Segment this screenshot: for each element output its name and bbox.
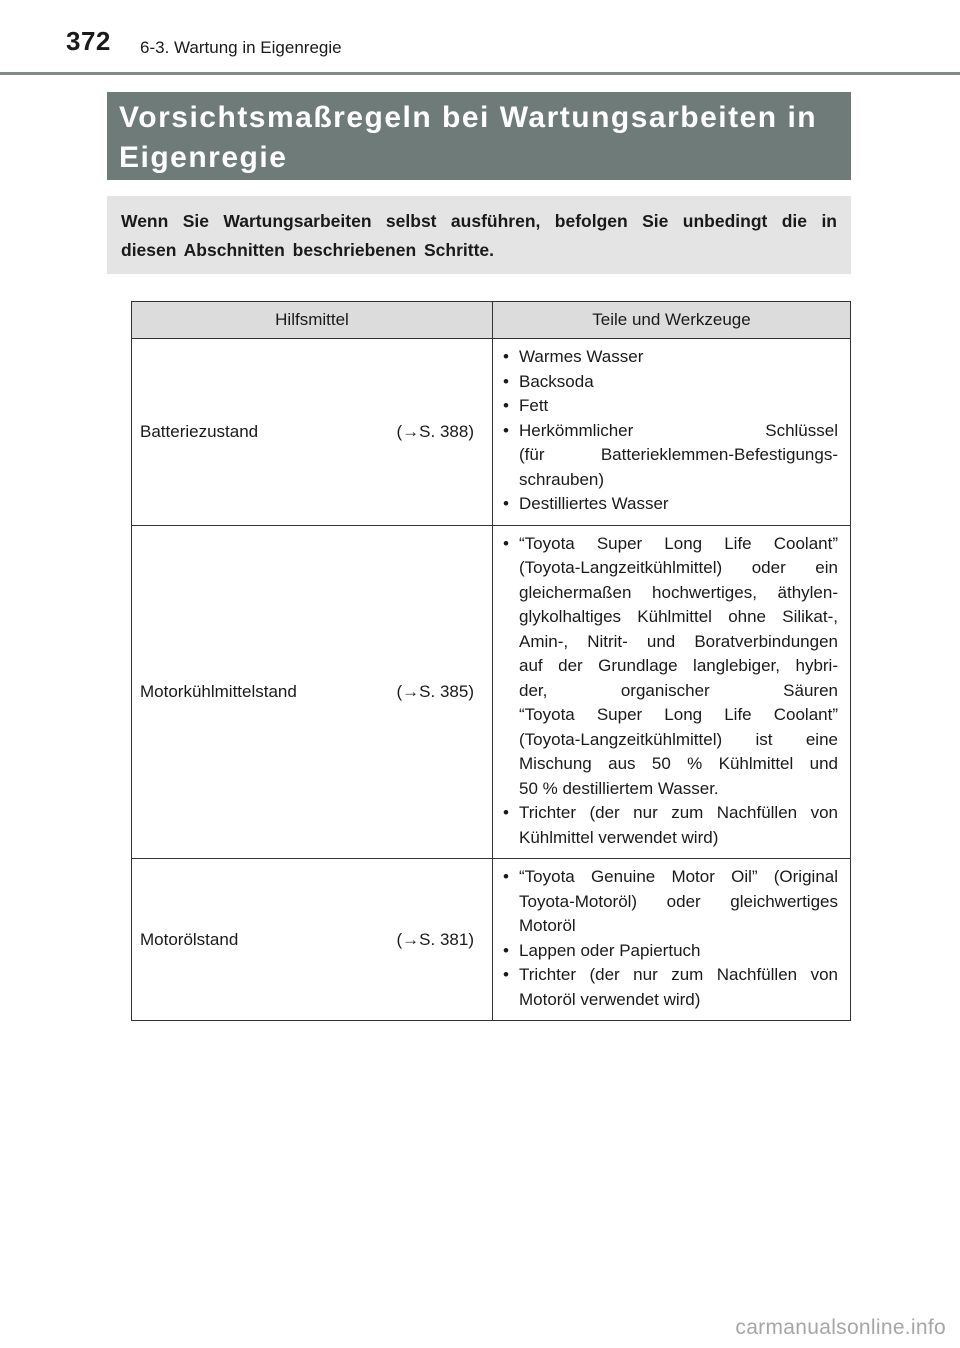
parts-cell xyxy=(493,339,851,526)
page-reference: (→S. 385) xyxy=(396,681,474,701)
part-text-line: Kühlmittel verwendet wird) xyxy=(519,827,719,847)
part-text-line: • Backsoda xyxy=(519,371,594,391)
aid-name: Batteriezustand xyxy=(140,421,259,441)
list-item xyxy=(503,865,838,939)
aid-name: Motorölstand xyxy=(140,929,239,949)
table-header-row xyxy=(132,302,851,339)
part-text-line: • Trichter (der nur zum Nachfüllen von xyxy=(519,803,838,822)
list-item xyxy=(503,394,838,419)
part-text-line: 50 % destilliertem Wasser. xyxy=(519,778,719,798)
parts-list xyxy=(503,345,838,517)
part-text-line: • Fett xyxy=(519,396,549,415)
list-item xyxy=(503,963,838,1012)
part-text-line: Motoröl xyxy=(519,916,576,935)
tools-table xyxy=(131,301,851,1021)
part-text-line: der, organischer Säuren xyxy=(519,680,838,700)
part-text-line: • “Toyota Genuine Motor Oil” (Original xyxy=(519,867,838,886)
column-header-teile-und-werkzeuge: Teile und Werkzeuge xyxy=(493,302,851,339)
parts-cell xyxy=(493,525,851,859)
watermark: carmanualsonline.info xyxy=(735,1316,946,1339)
list-item xyxy=(503,801,838,850)
parts-list xyxy=(503,865,838,1012)
section-title-line: Vorsichtsmaßregeln bei Wartungsarbeiten in xyxy=(119,101,818,134)
part-text-line: Toyota-Motoröl) oder gleichwertiges xyxy=(519,891,838,911)
part-text-line: (Toyota-Langzeitkühlmittel) oder ein xyxy=(519,558,838,577)
parts-list xyxy=(503,532,838,851)
intro-text: Wenn Sie Wartungsarbeiten selbst ausführen, befolgen Sie unbedingt die in diesen Abschnitten beschriebenen Schritte. xyxy=(121,211,837,260)
list-item xyxy=(503,345,838,370)
part-text-line: schrauben) xyxy=(519,469,605,489)
part-text-line: glykolhaltiges Kühlmittel ohne Silikat-, xyxy=(519,607,838,626)
table-body xyxy=(132,339,851,1021)
part-text-line: • Lappen oder Papiertuch xyxy=(519,940,701,960)
list-item xyxy=(503,939,838,964)
column-header-hilfsmittel: Hilfsmittel xyxy=(132,302,493,339)
list-item xyxy=(503,492,838,517)
part-text-line: • Warmes Wasser xyxy=(519,347,644,366)
section-title xyxy=(107,92,851,180)
part-text-line: • “Toyota Super Long Life Coolant” xyxy=(519,533,838,553)
page-reference: (→S. 388) xyxy=(396,421,474,441)
aid-name: Motorkühlmittelstand xyxy=(140,681,297,701)
table-row xyxy=(132,859,851,1021)
aid-line xyxy=(140,682,474,702)
part-text-line: • Herkömmlicher Schlüssel xyxy=(519,420,838,440)
page-header xyxy=(0,0,960,76)
aid-cell xyxy=(132,525,493,859)
table-row xyxy=(132,525,851,859)
page-number: 372 xyxy=(66,26,111,56)
aid-cell xyxy=(132,339,493,526)
part-text-line: Motoröl verwendet wird) xyxy=(519,989,701,1009)
parts-cell xyxy=(493,859,851,1021)
part-text-line: • Destilliertes Wasser xyxy=(519,494,669,513)
part-text-line: gleichermaßen hochwertiges, äthylen- xyxy=(519,582,838,602)
page-reference: (→S. 381) xyxy=(396,929,474,949)
section-label: 6-3. Wartung in Eigenregie xyxy=(140,38,342,57)
aid-cell xyxy=(132,859,493,1021)
aid-line xyxy=(140,930,474,950)
list-item xyxy=(503,532,838,802)
part-text-line: Mischung aus 50 % Kühlmittel und xyxy=(519,754,838,773)
list-item xyxy=(503,419,838,493)
part-text-line: auf der Grundlage langlebiger, hybri- xyxy=(519,656,838,675)
part-text-line: Amin-, Nitrit- und Boratverbindungen xyxy=(519,631,838,651)
section-title-line: Eigenregie xyxy=(119,141,288,174)
intro-note xyxy=(107,196,851,274)
aid-line xyxy=(140,422,474,442)
part-text-line: (Toyota-Langzeitkühlmittel) ist eine xyxy=(519,729,838,749)
part-text-line: • Trichter (der nur zum Nachfüllen von xyxy=(519,965,838,984)
part-text-line: (für Batterieklemmen-Befestigungs- xyxy=(519,445,838,464)
table-row xyxy=(132,339,851,526)
list-item xyxy=(503,370,838,395)
part-text-line: “Toyota Super Long Life Coolant” xyxy=(519,705,838,724)
header-divider xyxy=(0,72,960,75)
